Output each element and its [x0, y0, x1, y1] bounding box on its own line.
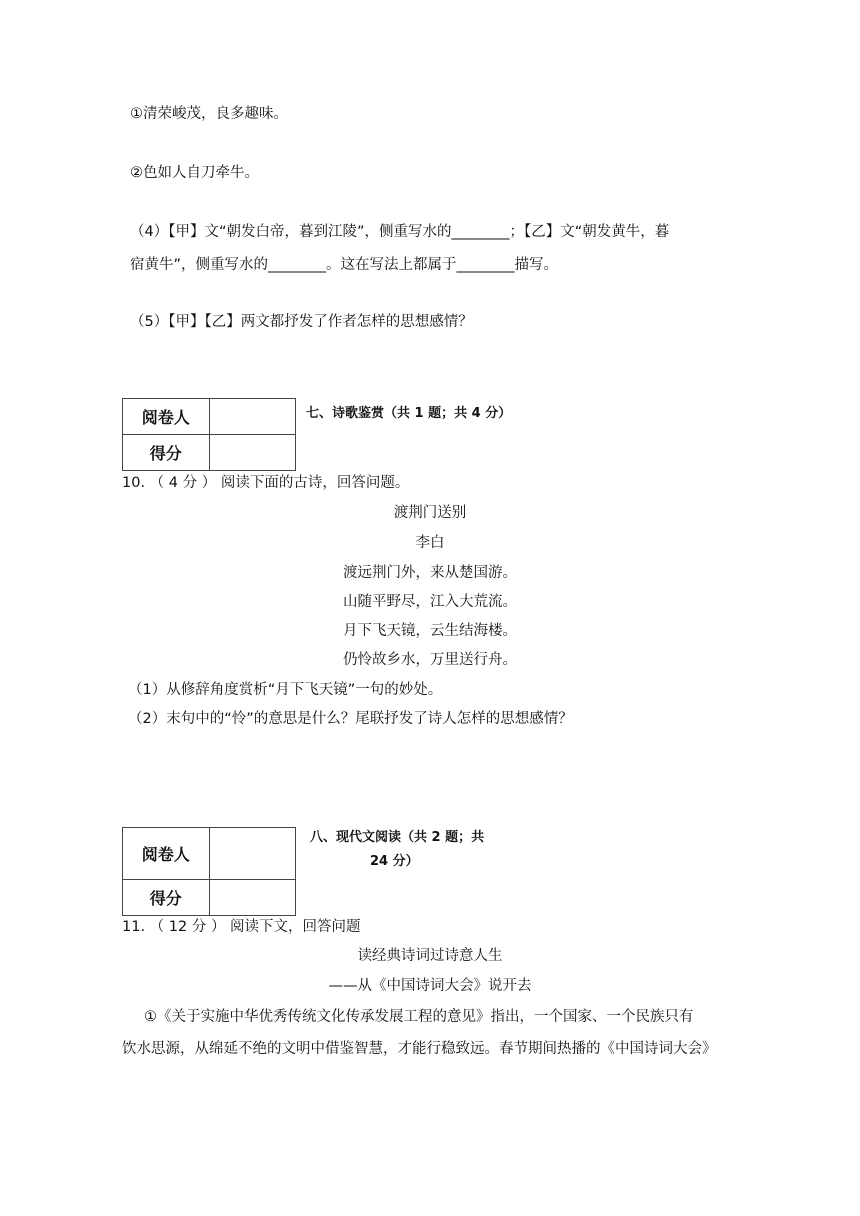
article-para1-line2: 饮水思源，从绵延不绝的文明中借鉴智慧，才能行稳致远。春节期间热播的《中国诗词大会》 [122, 1041, 717, 1057]
section8-title-line1: 八、现代文阅读（共 2 题；共 [310, 830, 485, 845]
q10-stem: 10. （ 4 分 ） 阅读下面的古诗，回答问题。 [122, 475, 410, 491]
score-box-section7 [122, 398, 296, 471]
reviewer-label: 阅卷人 [123, 828, 210, 880]
poem-line-3: 月下飞天镜，云生结海楼。 [343, 623, 517, 639]
score-box-section8 [122, 827, 296, 916]
reviewer-label: 阅卷人 [123, 399, 210, 435]
poem-line-2: 山随平野尽，江入大荒流。 [343, 594, 517, 610]
poem-line-1: 渡远荆门外，来从楚国游。 [343, 565, 517, 581]
section7-title: 七、诗歌鉴赏（共 1 题；共 4 分） [306, 406, 512, 421]
section8-title-line2: 24 分） [370, 854, 419, 869]
q9-sub4-line2: 宿黄牛”，侧重写水的________。这在写法上都属于________描写。 [130, 257, 559, 273]
poem-author: 李白 [415, 535, 445, 551]
article-subtitle: ——从《中国诗词大会》说开去 [328, 978, 532, 994]
q9-sub5: （5）【甲】【乙】两文都抒发了作者怎样的思想感情？ [130, 314, 473, 330]
score-value [209, 880, 295, 916]
score-label: 得分 [123, 880, 210, 916]
article-para1-line1: ①《关于实施中华优秀传统文化传承发展工程的意见》指出，一个国家、一个民族只有 [144, 1009, 694, 1025]
score-label: 得分 [123, 435, 210, 471]
reviewer-value [209, 399, 295, 435]
q9-sub4-line1: （4）【甲】文“朝发白帝，暮到江陵”，侧重写水的________；【乙】文“朝发黄牛，暮 [130, 224, 670, 240]
q10-sub2: （2）末句中的“怜”的意思是什么？尾联抒发了诗人怎样的思想感情？ [128, 711, 573, 727]
q9-item-1: ①清荣峻茂，良多趣味。 [130, 106, 288, 122]
article-title: 读经典诗词过诗意人生 [357, 948, 503, 964]
reviewer-value [209, 828, 295, 880]
score-value [209, 435, 295, 471]
poem-line-4: 仍怜故乡水，万里送行舟。 [343, 652, 517, 668]
q11-stem: 11. （ 12 分 ） 阅读下文，回答问题 [122, 919, 361, 935]
q10-sub1: （1）从修辞角度赏析“月下飞天镜”一句的妙处。 [128, 682, 443, 698]
q9-item-2: ②色如人自刀牵牛。 [130, 165, 259, 181]
poem-title: 渡荆门送别 [393, 505, 467, 521]
